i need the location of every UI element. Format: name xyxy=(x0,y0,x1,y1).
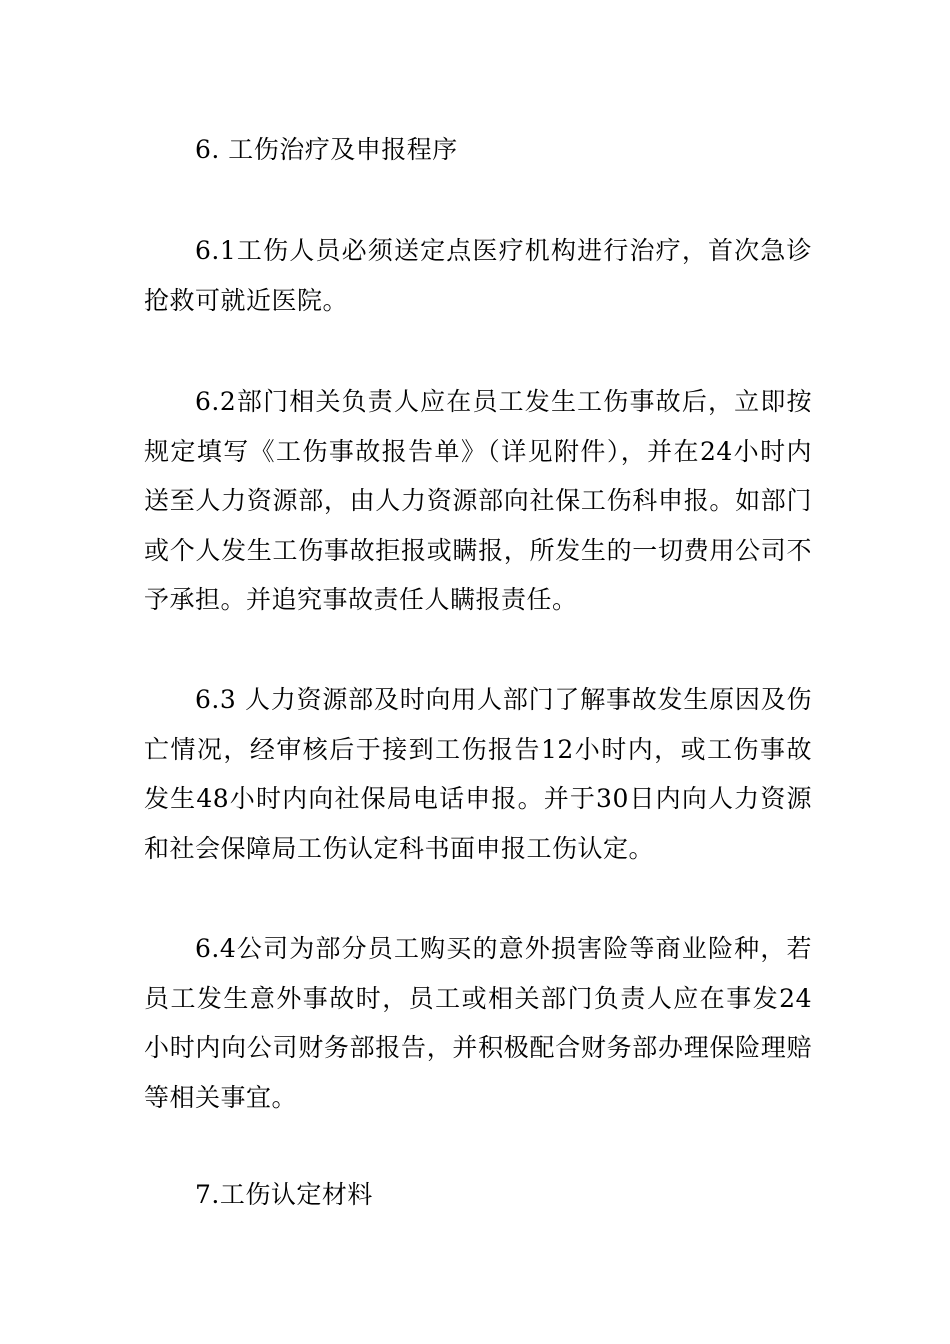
paragraph-6-2: 6.2部门相关负责人应在员工发生工伤事故后，立即按规定填写《工伤事故报告单》（详见附件），并在24小时内送至人力资源部，由人力资源部向社保工伤科申报。如部门或个人发生工伤事故拒报或瞒报，所发生的一切费用公司不予承担。并追究事故责任人瞒报责任。 xyxy=(144,387,812,614)
paragraph-6-3: 6.3 人力资源部及时向用人部门了解事故发生原因及伤亡情况，经审核后于接到工伤报告12小时内，或工伤事故发生48小时内向社保局电话申报。并于30日内向人力资源和社会保障局工伤认定科书面申报工伤认定。 xyxy=(144,685,812,863)
section-7-heading: 7.工伤认定材料 xyxy=(195,1180,373,1209)
section-6-heading: 6. 工伤治疗及申报程序 xyxy=(195,135,458,164)
paragraph-6-1: 6.1工伤人员必须送定点医疗机构进行治疗，首次急诊抢救可就近医院。 xyxy=(144,236,812,315)
paragraph-6-4: 6.4公司为部分员工购买的意外损害险等商业险种，若员工发生意外事故时，员工或相关部门负责人应在事发24小时内向公司财务部报告，并积极配合财务部办理保险理赔等相关事宜。 xyxy=(144,934,812,1112)
